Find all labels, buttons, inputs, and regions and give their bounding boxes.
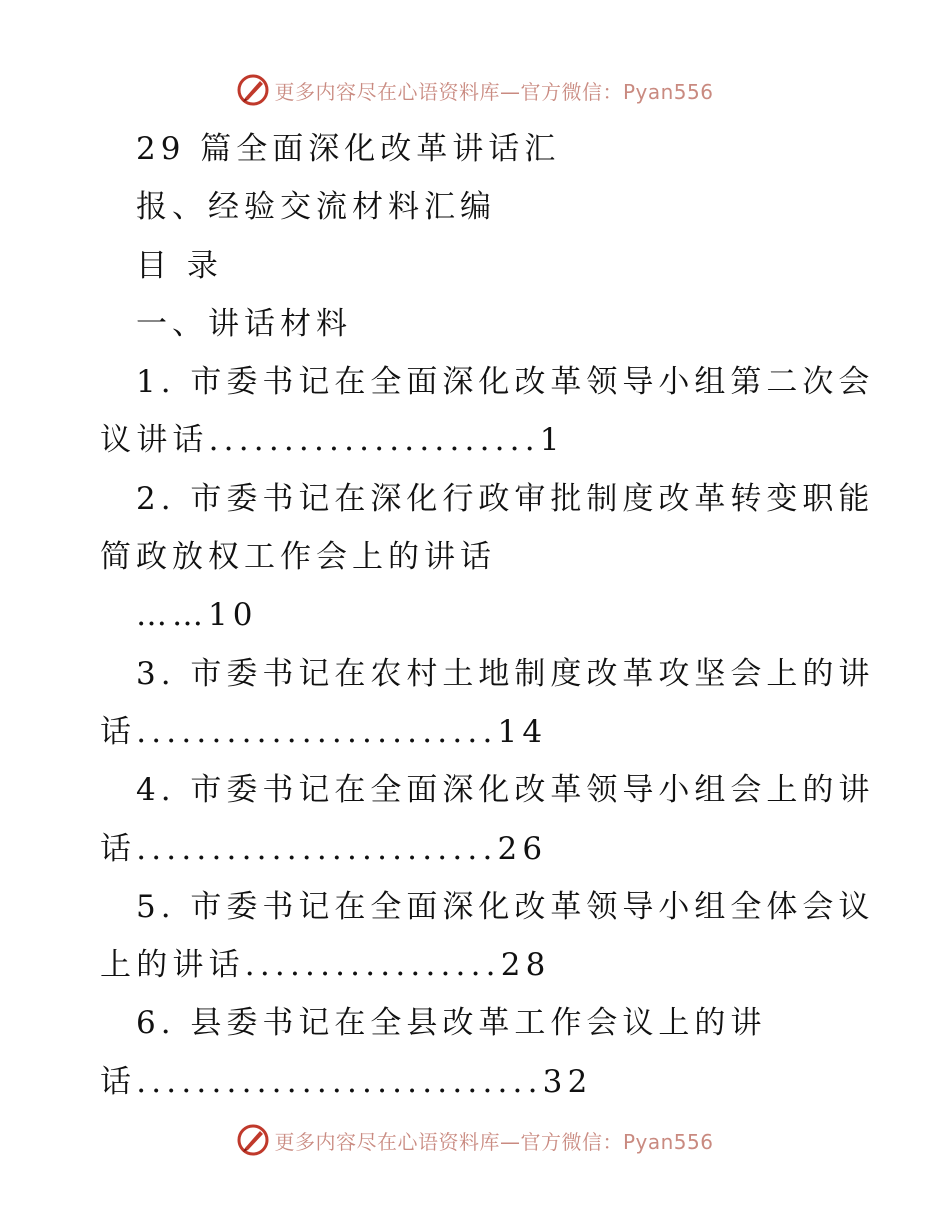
header-watermark-banner bbox=[0, 70, 950, 110]
toc-entry-2-line-3: ……10 bbox=[136, 597, 258, 634]
toc-entry-3-line-1: 3. 市委书记在农村土地制度改革攻坚会上的讲 bbox=[136, 655, 875, 692]
toc-entry-3-line-2: 话........................14 bbox=[100, 713, 548, 750]
header-watermark-text: 更多内容尽在心语资料库—官方微信：Pyan556 bbox=[274, 79, 714, 104]
quill-pen-logo-icon bbox=[236, 73, 270, 107]
footer-watermark-text: 更多内容尽在心语资料库—官方微信：Pyan556 bbox=[274, 1129, 714, 1154]
document-title-line-1: 29 篇全面深化改革讲话汇 bbox=[136, 131, 561, 167]
toc-entry-1-line-2: 议讲话......................1 bbox=[100, 422, 565, 459]
toc-entry-5-line-1: 5. 市委书记在全面深化改革领导小组全体会议 bbox=[136, 888, 875, 925]
toc-entry-4-line-2: 话........................26 bbox=[100, 830, 548, 867]
toc-entry-5-line-2: 上的讲话.................28 bbox=[100, 947, 551, 984]
toc-entry-2-line-2: 简政放权工作会上的讲话 bbox=[100, 539, 496, 576]
toc-heading: 目 录 bbox=[136, 247, 223, 284]
toc-entry-2-line-1: 2. 市委书记在深化行政审批制度改革转变职能 bbox=[136, 480, 875, 517]
document-title-line-2: 报、经验交流材料汇编 bbox=[136, 189, 496, 226]
toc-entry-1-line-1: 1. 市委书记在全面深化改革领导小组第二次会 bbox=[136, 364, 875, 401]
quill-pen-logo-icon bbox=[236, 1123, 270, 1157]
document-body bbox=[100, 120, 875, 1111]
toc-entry-6-line-2: 话...........................32 bbox=[100, 1063, 593, 1100]
footer-watermark-banner bbox=[0, 1120, 950, 1160]
toc-entry-6-line-1: 6. 县委书记在全县改革工作会议上的讲 bbox=[136, 1005, 767, 1042]
toc-entry-4-line-1: 4. 市委书记在全面深化改革领导小组会上的讲 bbox=[136, 772, 875, 809]
toc-section-heading: 一、讲话材料 bbox=[136, 305, 352, 342]
